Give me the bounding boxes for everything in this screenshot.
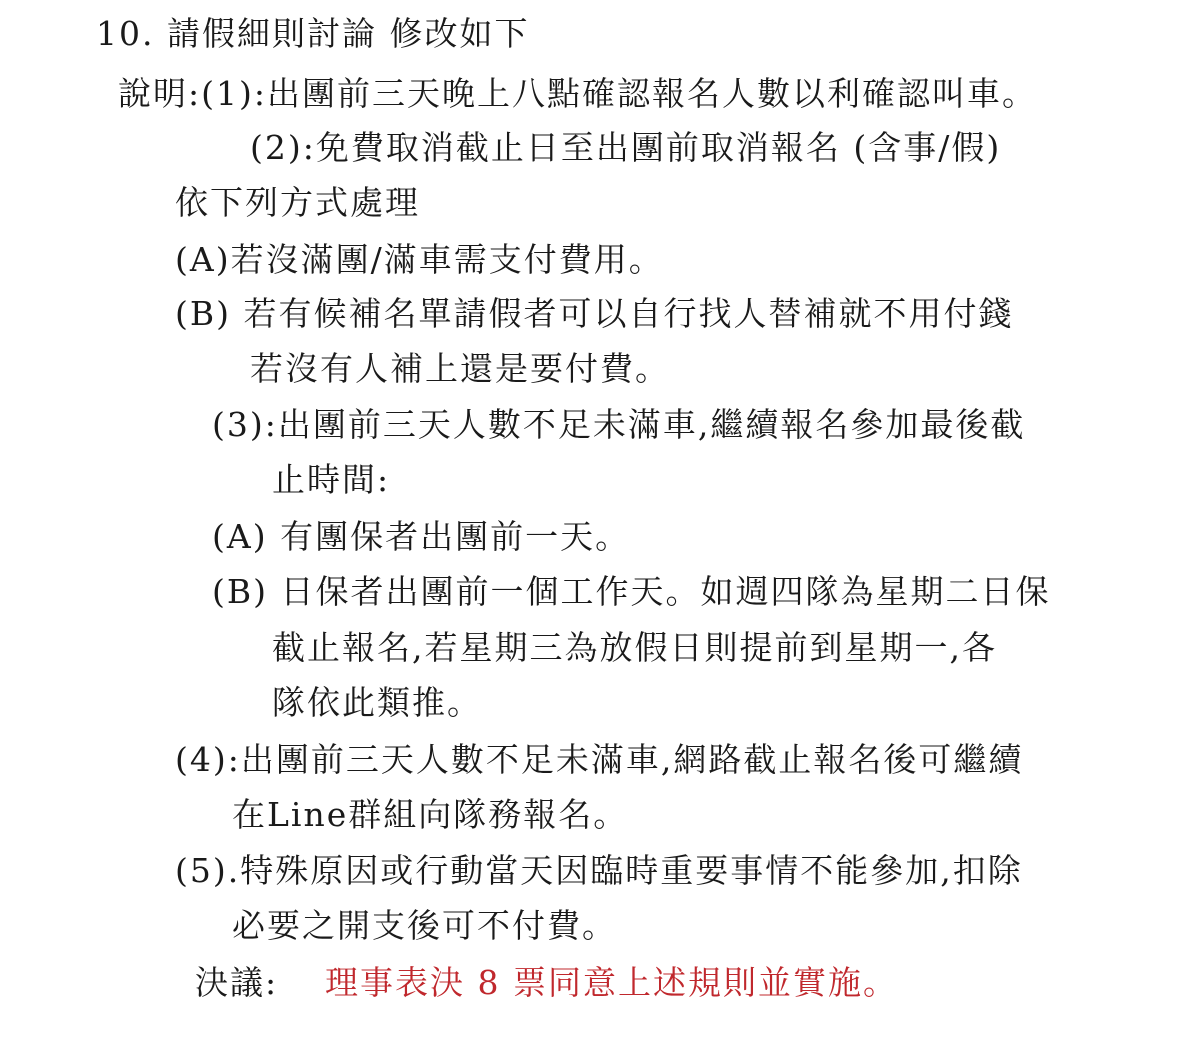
explanation-item-5: (5).特殊原因或行動當天因臨時重要事情不能參加,扣除 bbox=[175, 851, 1023, 890]
explanation-item-3: (3):出團前三天人數不足未滿車,繼續報名參加最後截 bbox=[212, 405, 1026, 444]
sub-item-3a: (A) 有團保者出團前一天。 bbox=[212, 517, 631, 556]
resolution-text: 理事表決 8 票同意上述規則並實施。 bbox=[325, 963, 898, 1002]
sub-item-3b-cont-2: 隊依此類推。 bbox=[272, 683, 482, 722]
sub-item-2b: (B) 若有候補名單請假者可以自行找人替補就不用付錢 bbox=[175, 294, 1014, 333]
resolution-label: 決議: bbox=[195, 963, 279, 1002]
explanation-item-4: (4):出團前三天人數不足未滿車,網路截止報名後可繼續 bbox=[175, 740, 1024, 779]
sub-item-2a: (A)若沒滿團/滿車需支付費用。 bbox=[175, 240, 664, 279]
explanation-item-5-cont: 必要之開支後可不付費。 bbox=[232, 906, 617, 945]
explanation-item-1: 說明:(1):出團前三天晚上八點確認報名人數以利確認叫車。 bbox=[118, 74, 1037, 113]
sub-item-3b-cont-1: 截止報名,若星期三為放假日則提前到星期一,各 bbox=[272, 628, 997, 667]
explanation-item-3-cont: 止時間: bbox=[272, 460, 391, 499]
sub-item-3b: (B) 日保者出團前一個工作天。如週四隊為星期二日保 bbox=[212, 572, 1051, 611]
explanation-item-4-cont: 在Line群組向隊務報名。 bbox=[232, 795, 629, 834]
explanation-item-2: (2):免費取消截止日至出團前取消報名 (含事/假) bbox=[250, 128, 1002, 167]
sub-item-2b-cont: 若沒有人補上還是要付費。 bbox=[250, 349, 670, 388]
section-heading: 10. 請假細則討論 修改如下 bbox=[96, 14, 530, 53]
process-heading: 依下列方式處理 bbox=[175, 183, 420, 222]
